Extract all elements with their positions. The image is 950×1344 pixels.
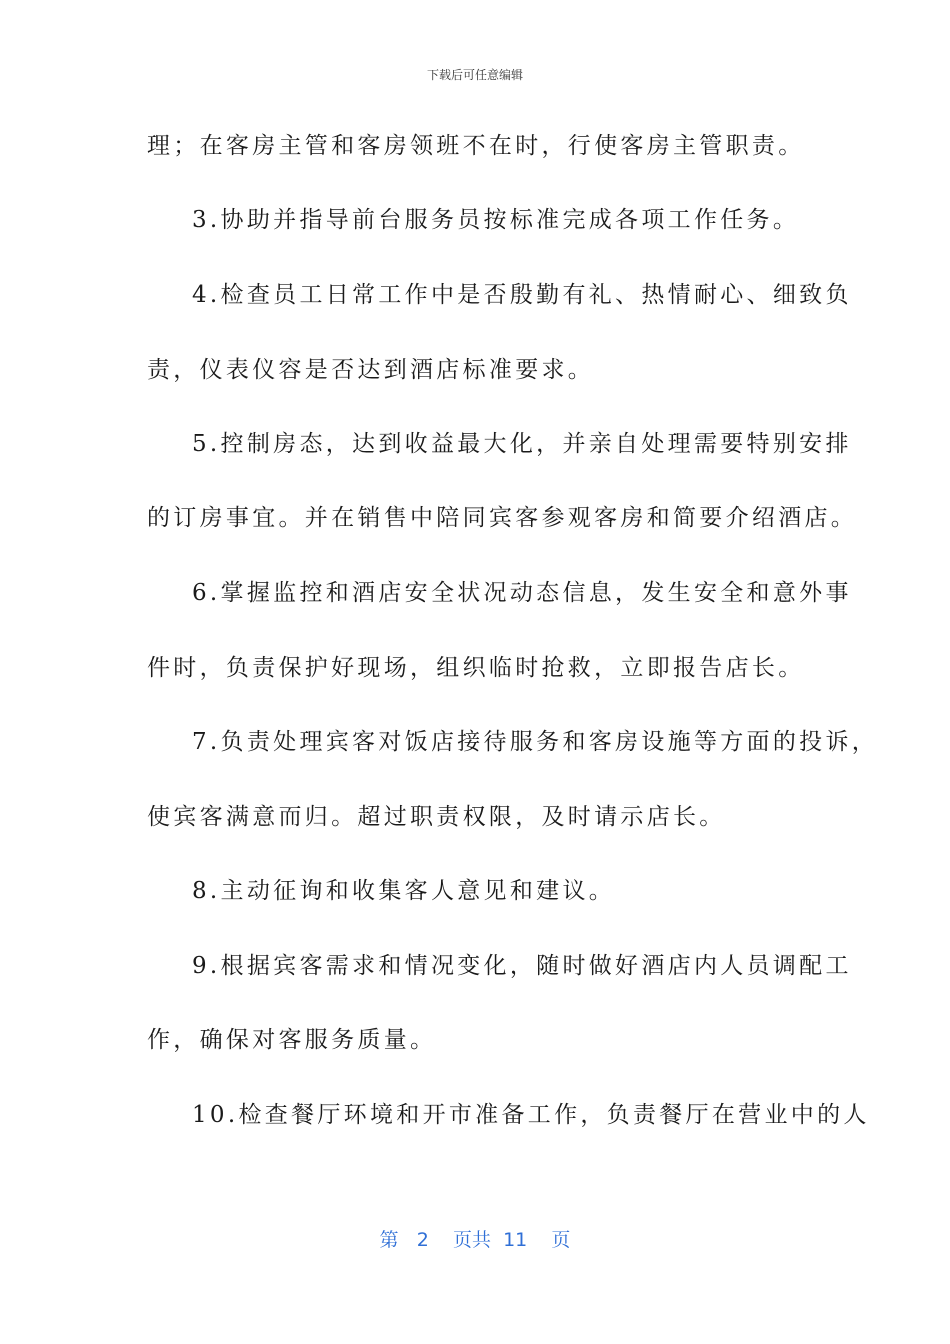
- page-footer: [0, 1225, 950, 1252]
- footer-prefix: 第: [379, 1229, 399, 1251]
- text-line: 4.检查员工日常工作中是否殷勤有礼、热情耐心、细致负: [192, 282, 852, 308]
- text-line: 9.根据宾客需求和情况变化，随时做好酒店内人员调配工: [192, 953, 852, 979]
- footer-current-page: 2: [416, 1229, 429, 1251]
- text-line: 8.主动征询和收集客人意见和建议。: [192, 878, 616, 904]
- footer-suffix: 页: [551, 1229, 571, 1251]
- text-line: 责，仪表仪容是否达到酒店标准要求。: [147, 357, 595, 383]
- page-header: 下载后可任意编辑: [426, 68, 523, 82]
- footer-middle: 页共: [452, 1229, 491, 1251]
- text-line: 6.掌握监控和酒店安全状况动态信息，发生安全和意外事: [192, 580, 852, 606]
- text-line: 10.检查餐厅环境和开市准备工作，负责餐厅在营业中的人: [192, 1102, 870, 1128]
- text-line: 件时，负责保护好现场，组织临时抢救，立即报告店长。: [147, 655, 805, 681]
- text-line: 作，确保对客服务质量。: [147, 1027, 437, 1053]
- text-line: 3.协助并指导前台服务员按标准完成各项工作任务。: [192, 207, 800, 233]
- text-line: 7.负责处理宾客对饭店接待服务和客房设施等方面的投诉，: [192, 729, 879, 755]
- text-line: 理；在客房主管和客房领班不在时，行使客房主管职责。: [147, 133, 805, 159]
- footer-total-pages: 11: [503, 1229, 528, 1251]
- text-line: 5.控制房态，达到收益最大化，并亲自处理需要特别安排: [192, 431, 852, 457]
- text-line: 的订房事宜。并在销售中陪同宾客参观客房和简要介绍酒店。: [147, 505, 858, 531]
- text-line: 使宾客满意而归。超过职责权限，及时请示店长。: [147, 804, 726, 830]
